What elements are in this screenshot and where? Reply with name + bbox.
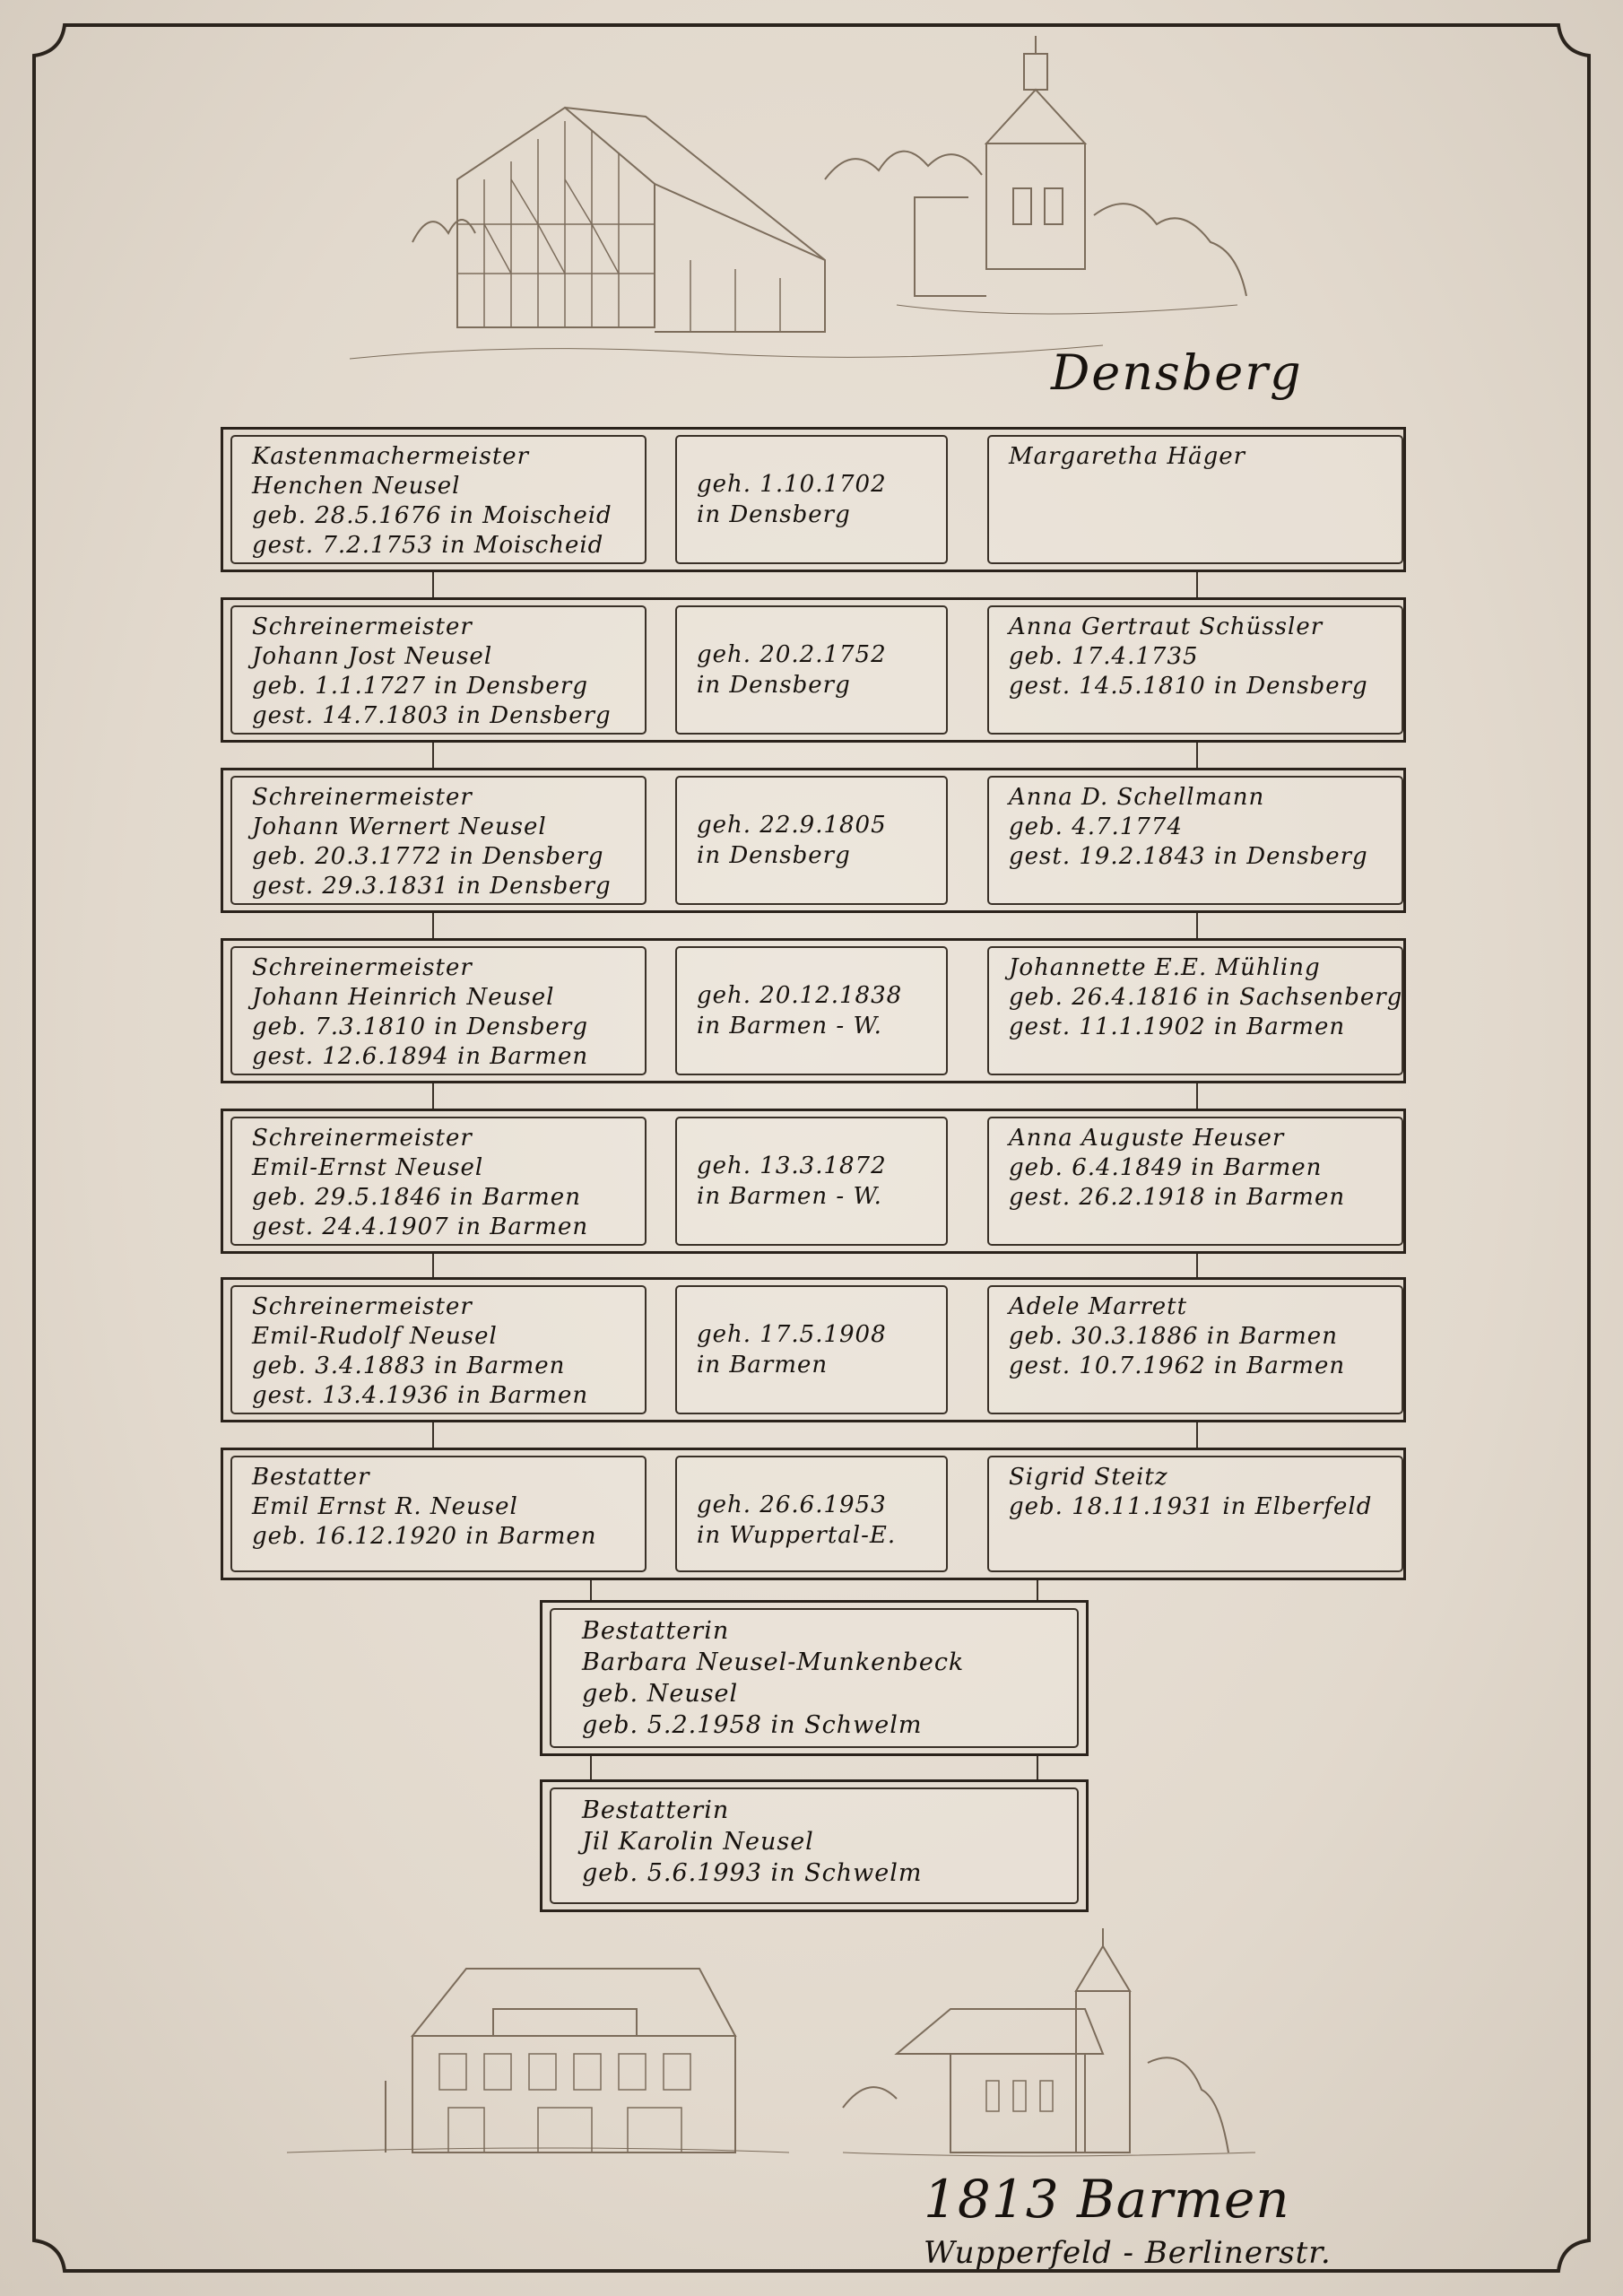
wife-card bbox=[987, 1117, 1403, 1246]
descendant-line: Bestatterin bbox=[582, 1617, 730, 1645]
lineage-connector bbox=[432, 1083, 434, 1109]
husband-card-line: Emil Ernst R. Neusel bbox=[252, 1493, 518, 1520]
descendant-line: Barbara Neusel-Munkenbeck bbox=[582, 1648, 965, 1676]
descendant-line: Jil Karolin Neusel bbox=[582, 1828, 814, 1856]
descendant-row bbox=[540, 1779, 1089, 1912]
marriage-card-line: in Densberg bbox=[697, 672, 851, 699]
marriage-card bbox=[675, 605, 948, 735]
lineage-connector bbox=[1037, 1580, 1038, 1600]
wife-card-line: gest. 19.2.1843 in Densberg bbox=[1009, 843, 1368, 870]
lineage-connector bbox=[1196, 743, 1198, 768]
lineage-connector bbox=[1196, 1254, 1198, 1277]
marriage-card-line: geh. 22.9.1805 bbox=[697, 812, 887, 839]
descendant-line: geb. 5.2.1958 in Schwelm bbox=[582, 1711, 923, 1739]
lineage-connector bbox=[432, 572, 434, 597]
husband-card-line: Johann Wernert Neusel bbox=[252, 813, 547, 840]
marriage-card bbox=[675, 435, 948, 564]
marriage-card-line: in Wuppertal-E. bbox=[697, 1522, 897, 1549]
marriage-card bbox=[675, 946, 948, 1075]
husband-card-line: geb. 29.5.1846 in Barmen bbox=[252, 1184, 581, 1211]
husband-card-line: gest. 14.7.1803 in Densberg bbox=[252, 702, 612, 729]
husband-card bbox=[230, 946, 647, 1075]
husband-card-line: Bestatter bbox=[252, 1464, 370, 1491]
wife-card-line: gest. 26.2.1918 in Barmen bbox=[1009, 1184, 1346, 1211]
wife-card-line: gest. 10.7.1962 in Barmen bbox=[1009, 1352, 1346, 1379]
husband-card-line: gest. 29.3.1831 in Densberg bbox=[252, 873, 612, 900]
wife-card-line: geb. 17.4.1735 bbox=[1009, 643, 1199, 670]
wife-card-line: Adele Marrett bbox=[1009, 1293, 1188, 1320]
wife-card bbox=[987, 1456, 1403, 1572]
lineage-connector bbox=[1196, 1422, 1198, 1448]
descendant-card bbox=[550, 1608, 1079, 1748]
wife-card bbox=[987, 605, 1403, 735]
husband-card-line: geb. 16.12.1920 in Barmen bbox=[252, 1523, 597, 1550]
lineage-connector bbox=[432, 1254, 434, 1277]
wife-card-line: gest. 14.5.1810 in Densberg bbox=[1009, 673, 1368, 700]
generation-row bbox=[221, 1448, 1406, 1580]
marriage-card bbox=[675, 1285, 948, 1414]
husband-card-line: geb. 1.1.1727 in Densberg bbox=[252, 673, 588, 700]
husband-card-line: Johann Heinrich Neusel bbox=[252, 984, 555, 1011]
lineage-connector bbox=[1196, 572, 1198, 597]
generation-row bbox=[221, 1277, 1406, 1422]
husband-card-line: Emil-Rudolf Neusel bbox=[252, 1323, 498, 1350]
marriage-card-line: geh. 26.6.1953 bbox=[697, 1492, 887, 1518]
husband-card-line: Schreinermeister bbox=[252, 954, 473, 981]
marriage-card-line: in Barmen - W. bbox=[697, 1183, 882, 1210]
husband-card-line: geb. 20.3.1772 in Densberg bbox=[252, 843, 604, 870]
husband-card-line: Johann Jost Neusel bbox=[252, 643, 493, 670]
generation-row bbox=[221, 427, 1406, 572]
generation-row bbox=[221, 938, 1406, 1083]
generation-row bbox=[221, 597, 1406, 743]
wife-card-line: geb. 26.4.1816 in Sachsenberg bbox=[1009, 984, 1403, 1011]
lineage-connector bbox=[1037, 1756, 1038, 1779]
descendant-line: Bestatterin bbox=[582, 1796, 730, 1824]
husband-card bbox=[230, 605, 647, 735]
marriage-card bbox=[675, 1456, 948, 1572]
wife-card-line: Sigrid Steitz bbox=[1009, 1464, 1168, 1491]
husband-card-line: Henchen Neusel bbox=[252, 473, 461, 500]
wife-card-line: geb. 6.4.1849 in Barmen bbox=[1009, 1154, 1323, 1181]
wife-card-line: Margaretha Häger bbox=[1009, 443, 1246, 470]
lineage-connector bbox=[432, 743, 434, 768]
marriage-card-line: geh. 17.5.1908 bbox=[697, 1321, 887, 1348]
descendant-line: geb. Neusel bbox=[582, 1680, 739, 1708]
descendant-row bbox=[540, 1600, 1089, 1756]
marriage-card-line: in Densberg bbox=[697, 842, 851, 869]
husband-card-line: geb. 7.3.1810 in Densberg bbox=[252, 1013, 588, 1040]
descendant-card bbox=[550, 1787, 1079, 1904]
husband-card-line: Schreinermeister bbox=[252, 1293, 473, 1320]
wife-card bbox=[987, 435, 1403, 564]
husband-card-line: gest. 12.6.1894 in Barmen bbox=[252, 1043, 589, 1070]
wife-card bbox=[987, 776, 1403, 905]
place-title: Densberg bbox=[1051, 344, 1303, 401]
wife-card bbox=[987, 946, 1403, 1075]
marriage-card bbox=[675, 776, 948, 905]
marriage-card-line: geh. 1.10.1702 bbox=[697, 471, 887, 498]
marriage-card-line: geh. 13.3.1872 bbox=[697, 1152, 887, 1179]
husband-card-line: Schreinermeister bbox=[252, 784, 473, 811]
lineage-connector bbox=[1196, 1083, 1198, 1109]
husband-card-line: Schreinermeister bbox=[252, 1125, 473, 1152]
husband-card bbox=[230, 776, 647, 905]
husband-card bbox=[230, 1117, 647, 1246]
lineage-connector bbox=[590, 1580, 592, 1600]
marriage-card-line: in Barmen - W. bbox=[697, 1013, 882, 1039]
generation-row bbox=[221, 1109, 1406, 1254]
lineage-connector bbox=[590, 1756, 592, 1779]
marriage-card bbox=[675, 1117, 948, 1246]
marriage-card-line: in Barmen bbox=[697, 1352, 829, 1378]
descendant-line: geb. 5.6.1993 in Schwelm bbox=[582, 1859, 923, 1887]
wife-card-line: geb. 4.7.1774 bbox=[1009, 813, 1183, 840]
husband-card-line: geb. 3.4.1883 in Barmen bbox=[252, 1352, 566, 1379]
husband-card bbox=[230, 1285, 647, 1414]
wife-card-line: Anna D. Schellmann bbox=[1009, 784, 1265, 811]
husband-card bbox=[230, 435, 647, 564]
lineage-connector bbox=[1196, 913, 1198, 938]
wife-card-line: Anna Gertraut Schüssler bbox=[1009, 613, 1324, 640]
husband-card-line: Emil-Ernst Neusel bbox=[252, 1154, 484, 1181]
wife-card-line: gest. 11.1.1902 in Barmen bbox=[1009, 1013, 1346, 1040]
lineage-connector bbox=[432, 913, 434, 938]
husband-card bbox=[230, 1456, 647, 1572]
wife-card-line: geb. 18.11.1931 in Elberfeld bbox=[1009, 1493, 1373, 1520]
wife-card bbox=[987, 1285, 1403, 1414]
marriage-card-line: in Densberg bbox=[697, 501, 851, 528]
husband-card-line: gest. 24.4.1907 in Barmen bbox=[252, 1213, 589, 1240]
marriage-card-line: geh. 20.12.1838 bbox=[697, 982, 903, 1009]
husband-card-line: Kastenmachermeister bbox=[252, 443, 530, 470]
husband-card-line: gest. 13.4.1936 in Barmen bbox=[252, 1382, 589, 1409]
barmen-sketch bbox=[269, 1928, 1300, 2161]
generation-row bbox=[221, 768, 1406, 913]
footer-subtitle: Wupperfeld - Berlinerstr. bbox=[924, 2235, 1332, 2271]
footer-title: 1813 Barmen bbox=[924, 2169, 1290, 2230]
wife-card-line: geb. 30.3.1886 in Barmen bbox=[1009, 1323, 1338, 1350]
lineage-connector bbox=[432, 1422, 434, 1448]
wife-card-line: Johannette E.E. Mühling bbox=[1009, 954, 1321, 981]
wife-card-line: Anna Auguste Heuser bbox=[1009, 1125, 1285, 1152]
husband-card-line: geb. 28.5.1676 in Moischeid bbox=[252, 502, 612, 529]
marriage-card-line: geh. 20.2.1752 bbox=[697, 641, 887, 668]
husband-card-line: Schreinermeister bbox=[252, 613, 473, 640]
husband-card-line: gest. 7.2.1753 in Moischeid bbox=[252, 532, 604, 559]
